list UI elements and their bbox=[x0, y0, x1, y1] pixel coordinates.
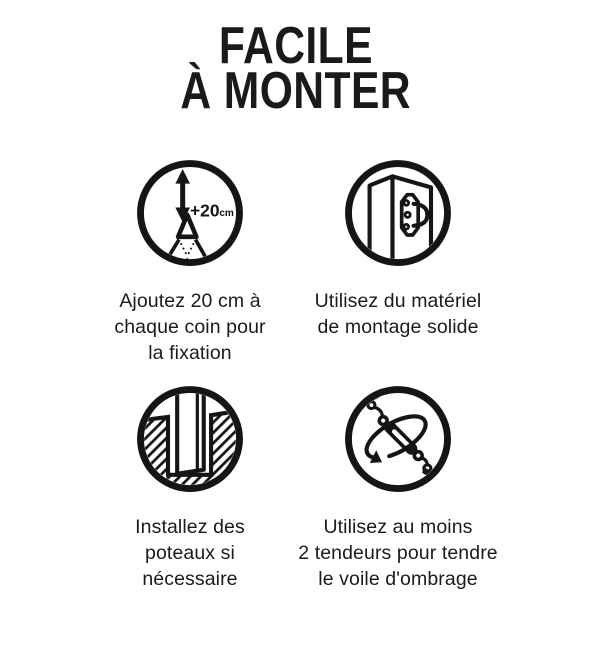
caption-line: Installez des bbox=[135, 516, 245, 538]
caption-line: Utilisez du matériel bbox=[314, 290, 482, 312]
feature-caption bbox=[135, 514, 245, 592]
turnbuckle-tensioner-icon-wrap bbox=[343, 384, 453, 494]
caption-line: de montage solide bbox=[317, 316, 479, 338]
caption-line: la fixation bbox=[148, 342, 232, 364]
feature-grid bbox=[0, 158, 600, 592]
feature-caption bbox=[298, 514, 498, 592]
post-in-ground-icon bbox=[135, 384, 245, 494]
page-title-line-2: À MONTER bbox=[180, 62, 412, 120]
feature-caption bbox=[315, 288, 482, 340]
wall-pad-eye-mount-icon-wrap bbox=[343, 158, 453, 268]
page-title-line-1: FACILE bbox=[218, 17, 374, 75]
caption-line: poteaux si bbox=[145, 542, 235, 564]
easy-to-mount-infographic bbox=[0, 17, 600, 658]
wall-pad-eye-mount-icon bbox=[343, 158, 453, 268]
height-arrow-sail-corner-icon-wrap bbox=[135, 158, 245, 268]
pad-eye-plate bbox=[402, 195, 419, 235]
feature-caption bbox=[114, 288, 265, 366]
post bbox=[177, 388, 204, 474]
caption-line: le voile d'ombrage bbox=[318, 568, 478, 590]
caption-line: nécessaire bbox=[142, 568, 238, 590]
cm-unit-label: cm bbox=[219, 207, 234, 219]
caption-line: 2 tendeurs pour tendre bbox=[298, 542, 498, 564]
post-in-ground-icon-wrap bbox=[135, 384, 245, 494]
caption-line: chaque coin pour bbox=[114, 316, 266, 338]
plus-20-label: +20 bbox=[190, 200, 220, 221]
feature-card-install-posts bbox=[86, 384, 294, 592]
caption-line: Utilisez au moins bbox=[323, 516, 473, 538]
caption-line: Ajoutez 20 cm à bbox=[119, 290, 261, 312]
turnbuckle-tensioner-icon bbox=[343, 384, 453, 494]
page-title bbox=[0, 17, 596, 120]
feature-card-use-tensioners bbox=[294, 384, 502, 592]
feature-card-solid-hardware bbox=[294, 158, 502, 366]
feature-card-add-20cm bbox=[86, 158, 294, 366]
height-arrow-sail-corner-icon bbox=[135, 158, 245, 268]
